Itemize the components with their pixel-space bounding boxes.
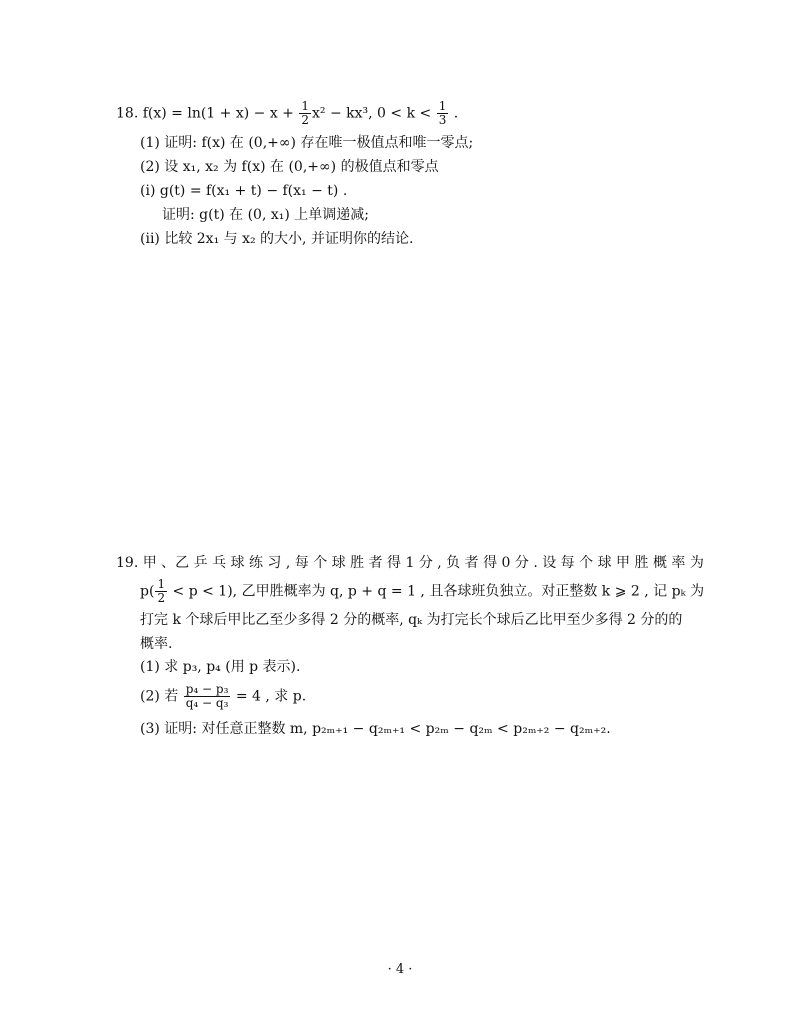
problem-18-stem-pre: f(x) = ln(1 + x) − x +	[142, 105, 299, 122]
problem-18-part-2: (2) 设 x₁, x₂ 为 f(x) 在 (0,+∞) 的极值点和零点	[140, 159, 439, 175]
problem-18-stem	[116, 100, 458, 127]
problem-18-stem-post: .	[449, 105, 459, 122]
problem-19-line-4: 概率.	[140, 636, 173, 652]
problem-18-stem-mid: x² − kx³, 0 < k <	[312, 105, 436, 122]
problem-19-part-3: (3) 证明: 对任意正整数 m, p₂ₘ₊₁ − q₂ₘ₊₁ < p₂ₘ − q₂ₘ < p₂ₘ₊₂ − q₂ₘ₊₂.	[140, 721, 611, 737]
fraction-p-q-difference: $\frac{\text{p₄ − p₃}}{\text{q₄ − q₃}}$	[185, 682, 229, 710]
problem-18-number: 18.	[116, 105, 139, 122]
problem-18-part-1: (1) 证明: f(x) 在 (0,+∞) 存在唯一极值点和唯一零点;	[140, 135, 474, 151]
problem-18-part-i: (i) g(t) = f(x₁ + t) − f(x₁ − t) .	[140, 183, 348, 199]
fraction-one-half: $\frac{1}{2}$	[301, 99, 309, 127]
problem-19-part-2: (2) 若 $\frac{\text{p₄ − p₃}}{\text{q₄ − q₃}}$ = 4 , 求 p.	[140, 682, 307, 710]
fraction-one-third: $\frac{1}{3}$	[438, 99, 447, 127]
problem-19-line-3: 打完 k 个球后甲比乙至少多得 2 分的概率, qₖ 为打完长个球后乙比甲至少多得 2 分的的	[140, 612, 683, 628]
page-number: · 4 ·	[387, 962, 413, 977]
problem-19-line-1	[116, 553, 704, 573]
problem-18-part-i-proof: 证明: g(t) 在 (0, x₁) 上单调递减;	[162, 207, 369, 223]
problem-19-line-2: p( $\frac{1}{2}$ < p < 1), 乙甲胜概率为 q, p + q = 1 , 且各球班负独立。对正整数 k ⩾ 2 , 记 pₖ 为	[140, 577, 705, 605]
problem-18-part-ii: (ii) 比较 2x₁ 与 x₂ 的大小, 并证明你的结论.	[140, 231, 414, 247]
fraction-one-half: $\frac{1}{2}$	[157, 577, 166, 605]
problem-19-text-1: 甲 、乙 乒 乓 球 练 习 , 每 个 球 胜 者 得 1 分 , 负 者 得 0 分 . 设 每 个 球 甲 胜 概 率 为	[142, 555, 704, 571]
problem-19-number: 19.	[116, 555, 139, 571]
problem-19-part-1: (1) 求 p₃, p₄ (用 p 表示).	[140, 659, 301, 675]
